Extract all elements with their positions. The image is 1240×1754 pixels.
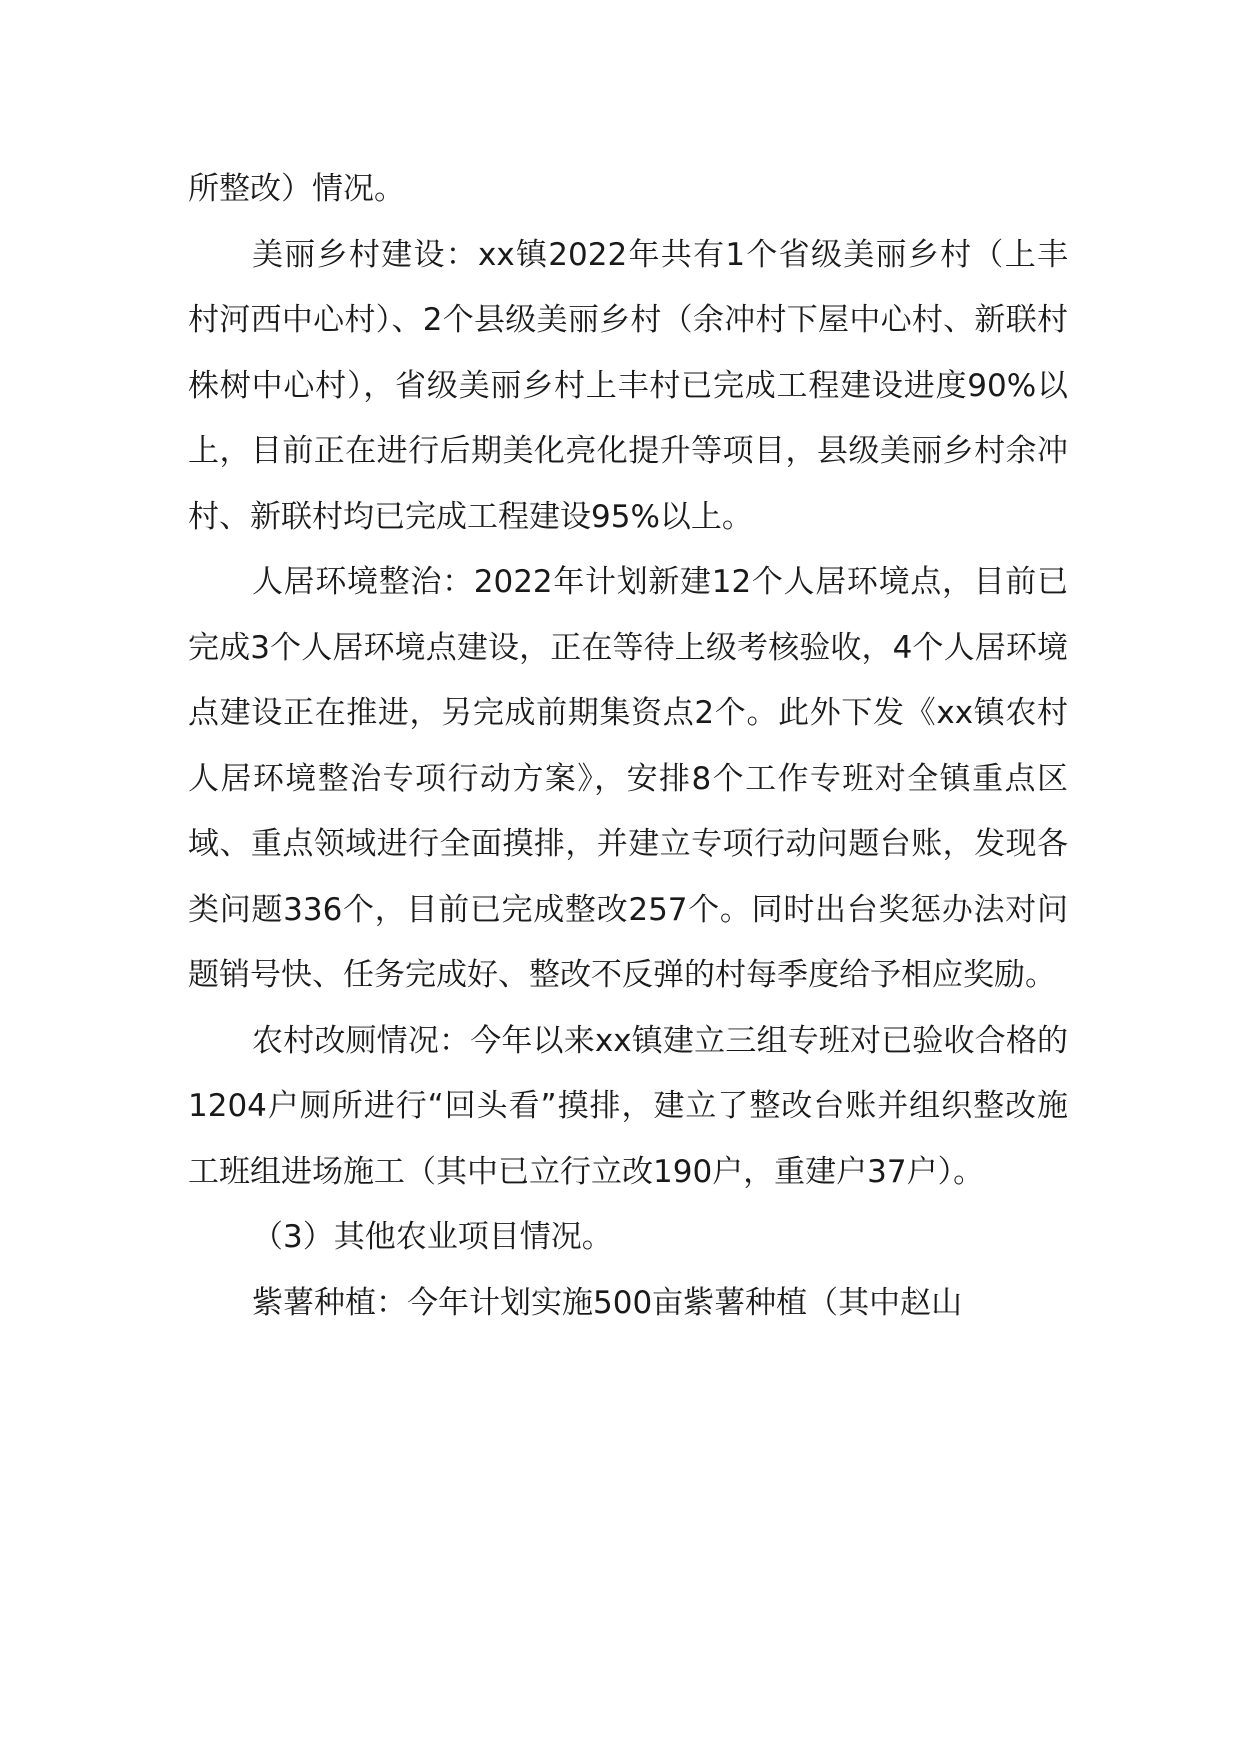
document-body — [188, 157, 1068, 1336]
paragraph-continuation: 所整改）情况。 — [188, 171, 405, 207]
section-heading-other-projects: （3）其他农业项目情况。 — [252, 1219, 613, 1255]
paragraph-purple-potato: 紫薯种植：今年计划实施500亩紫薯种植（其中赵山 — [252, 1284, 963, 1321]
paragraph-beautiful-village: 美丽乡村建设：xx镇2022年共有1个省级美丽乡村（上丰村河西中心村）、2个县级美丽乡村（余冲村下屋中心村、新联村株树中心村），省级美丽乡村上丰村已完成工程建设进度90%以上，目前正在进行后期美化亮化提升等项目，县级美丽乡村余冲村、新联村均已完成工程建设95%以上。 — [188, 236, 1068, 535]
paragraph-toilet-renovation: 农村改厕情况：今年以来xx镇建立三组专班对已验收合格的1204户厕所进行“回头看”摸排，建立了整改台账并组织整改施工班组进场施工（其中已立行立改190户，重建户37户）。 — [188, 1022, 1068, 1190]
paragraph-living-environment: 人居环境整治：2022年计划新建12个人居环境点，目前已完成3个人居环境点建设，正在等待上级考核验收，4个人居环境点建设正在推进，另完成前期集资点2个。此外下发《xx镇农村人居环境整治专项行动方案》，安排8个工作专班对全镇重点区域、重点领域进行全面摸排，并建立专项行动问题台账，发现各类问题336个，目前已完成整改257个。同时出台奖惩办法对问题销号快、任务完成好、整改不反弹的村每季度给予相应奖励。 — [188, 564, 1068, 993]
